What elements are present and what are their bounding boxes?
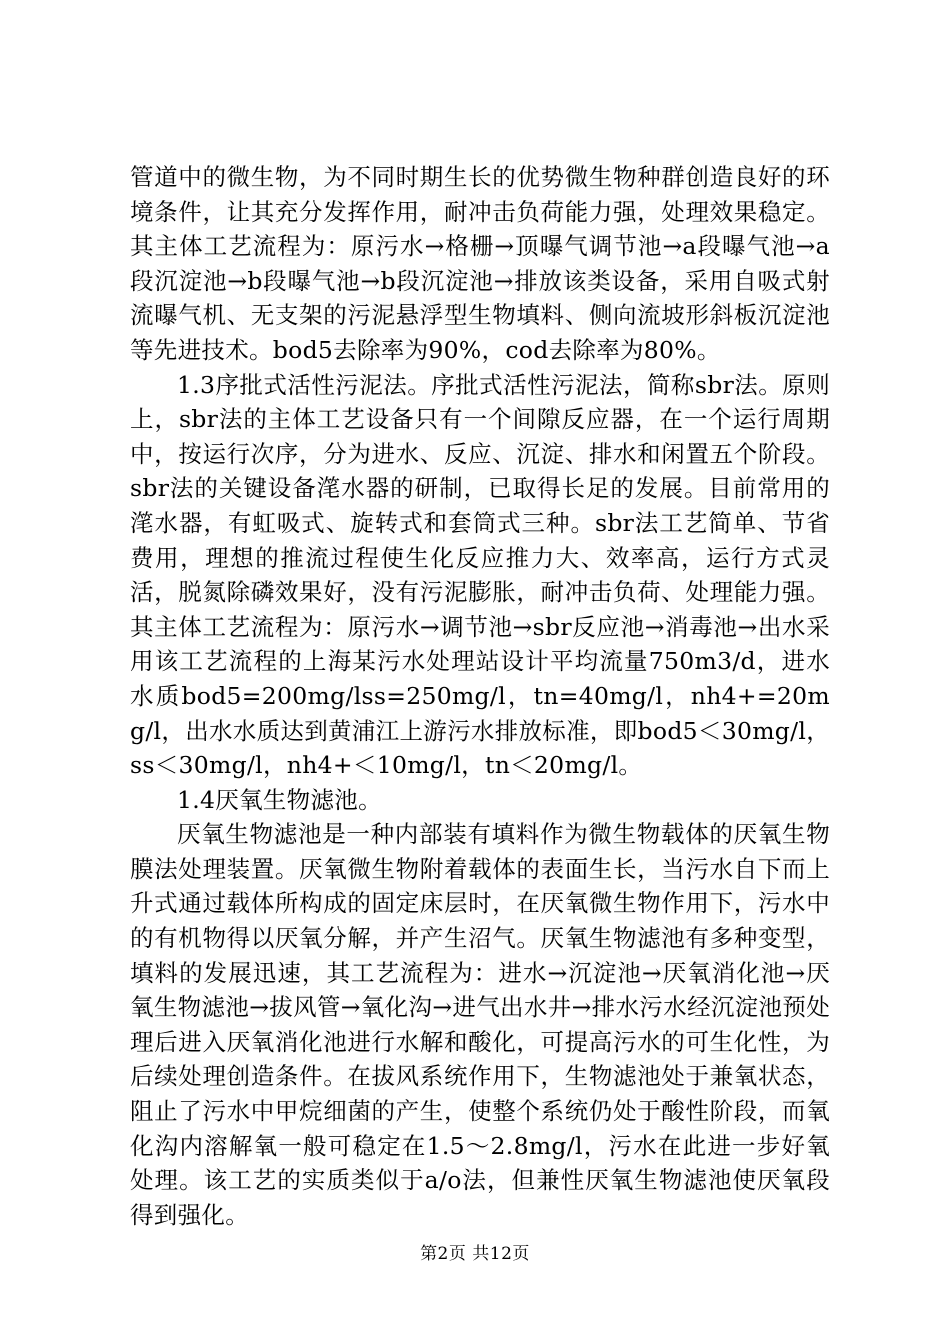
document-body [130,160,830,1232]
section-heading-anaerobic-filter: 1.4厌氧生物滤池。 [177,785,382,814]
paragraph-sbr-method: 1.3序批式活性污泥法。序批式活性污泥法，简称sbr法。原则上，sbr法的主体工艺设备只有一个间隙反应器，在一个运行周期中，按运行次序，分为进水、反应、沉淀、排水和闲置五个阶段。sbr法的关键设备滗水器的研制，已取得长足的发展。目前常用的滗水器，有虹吸式、旋转式和套筒式三种。sbr法工艺简单、节省费用，理想的推流过程使生化反应推力大、效率高，运行方式灵活，脱氮除磷效果好，没有污泥膨胀，耐冲击负荷、处理能力强。其主体工艺流程为：原污水→调节池→sbr反应池→消毒池→出水采用该工艺流程的上海某污水处理站设计平均流量750m3/d，进水水质bod5=200mg/lss=250mg/l，tn=40mg/l，nh4+=20mg/l，出水水质达到黄浦江上游污水排放标准，即bod5＜30mg/l，ss＜30mg/l，nh4+＜10mg/l，tn＜20mg/l。 [130,370,830,780]
paragraph-sludge-process: 管道中的微生物，为不同时期生长的优势微生物种群创造良好的环境条件，让其充分发挥作用，耐冲击负荷能力强，处理效果稳定。其主体工艺流程为：原污水→格栅→顶曝气调节池→a段曝气池→a段沉淀池→b段曝气池→b段沉淀池→排放该类设备，采用自吸式射流曝气机、无支架的污泥悬浮型生物填料、侧向流坡形斜板沉淀池等先进技术。bod5去除率为90%，cod去除率为80%。 [130,163,830,364]
paragraph-anaerobic-filter: 厌氧生物滤池是一种内部装有填料作为微生物载体的厌氧生物膜法处理装置。厌氧微生物附着载体的表面生长，当污水自下而上升式通过载体所构成的固定床层时，在厌氧微生物作用下，污水中的有机物得以厌氧分解，并产生沼气。厌氧生物滤池有多种变型，填料的发展迅速，其工艺流程为：进水→沉淀池→厌氧消化池→厌氧生物滤池→拔风管→氧化沟→进气出水井→排水污水经沉淀池预处理后进入厌氧消化池进行水解和酸化，可提高污水的可生化性，为后续处理创造条件。在拔风系统作用下，生物滤池处于兼氧状态，阻止了污水中甲烷细菌的产生，使整个系统仍处于酸性阶段，而氧化沟内溶解氧一般可稳定在1.5～2.8mg/l，污水在此进一步好氧处理。该工艺的实质类似于a/o法，但兼性厌氧生物滤池使厌氧段得到强化。 [130,820,830,1229]
page-number-footer: 第2页 共12页 [420,1244,530,1264]
